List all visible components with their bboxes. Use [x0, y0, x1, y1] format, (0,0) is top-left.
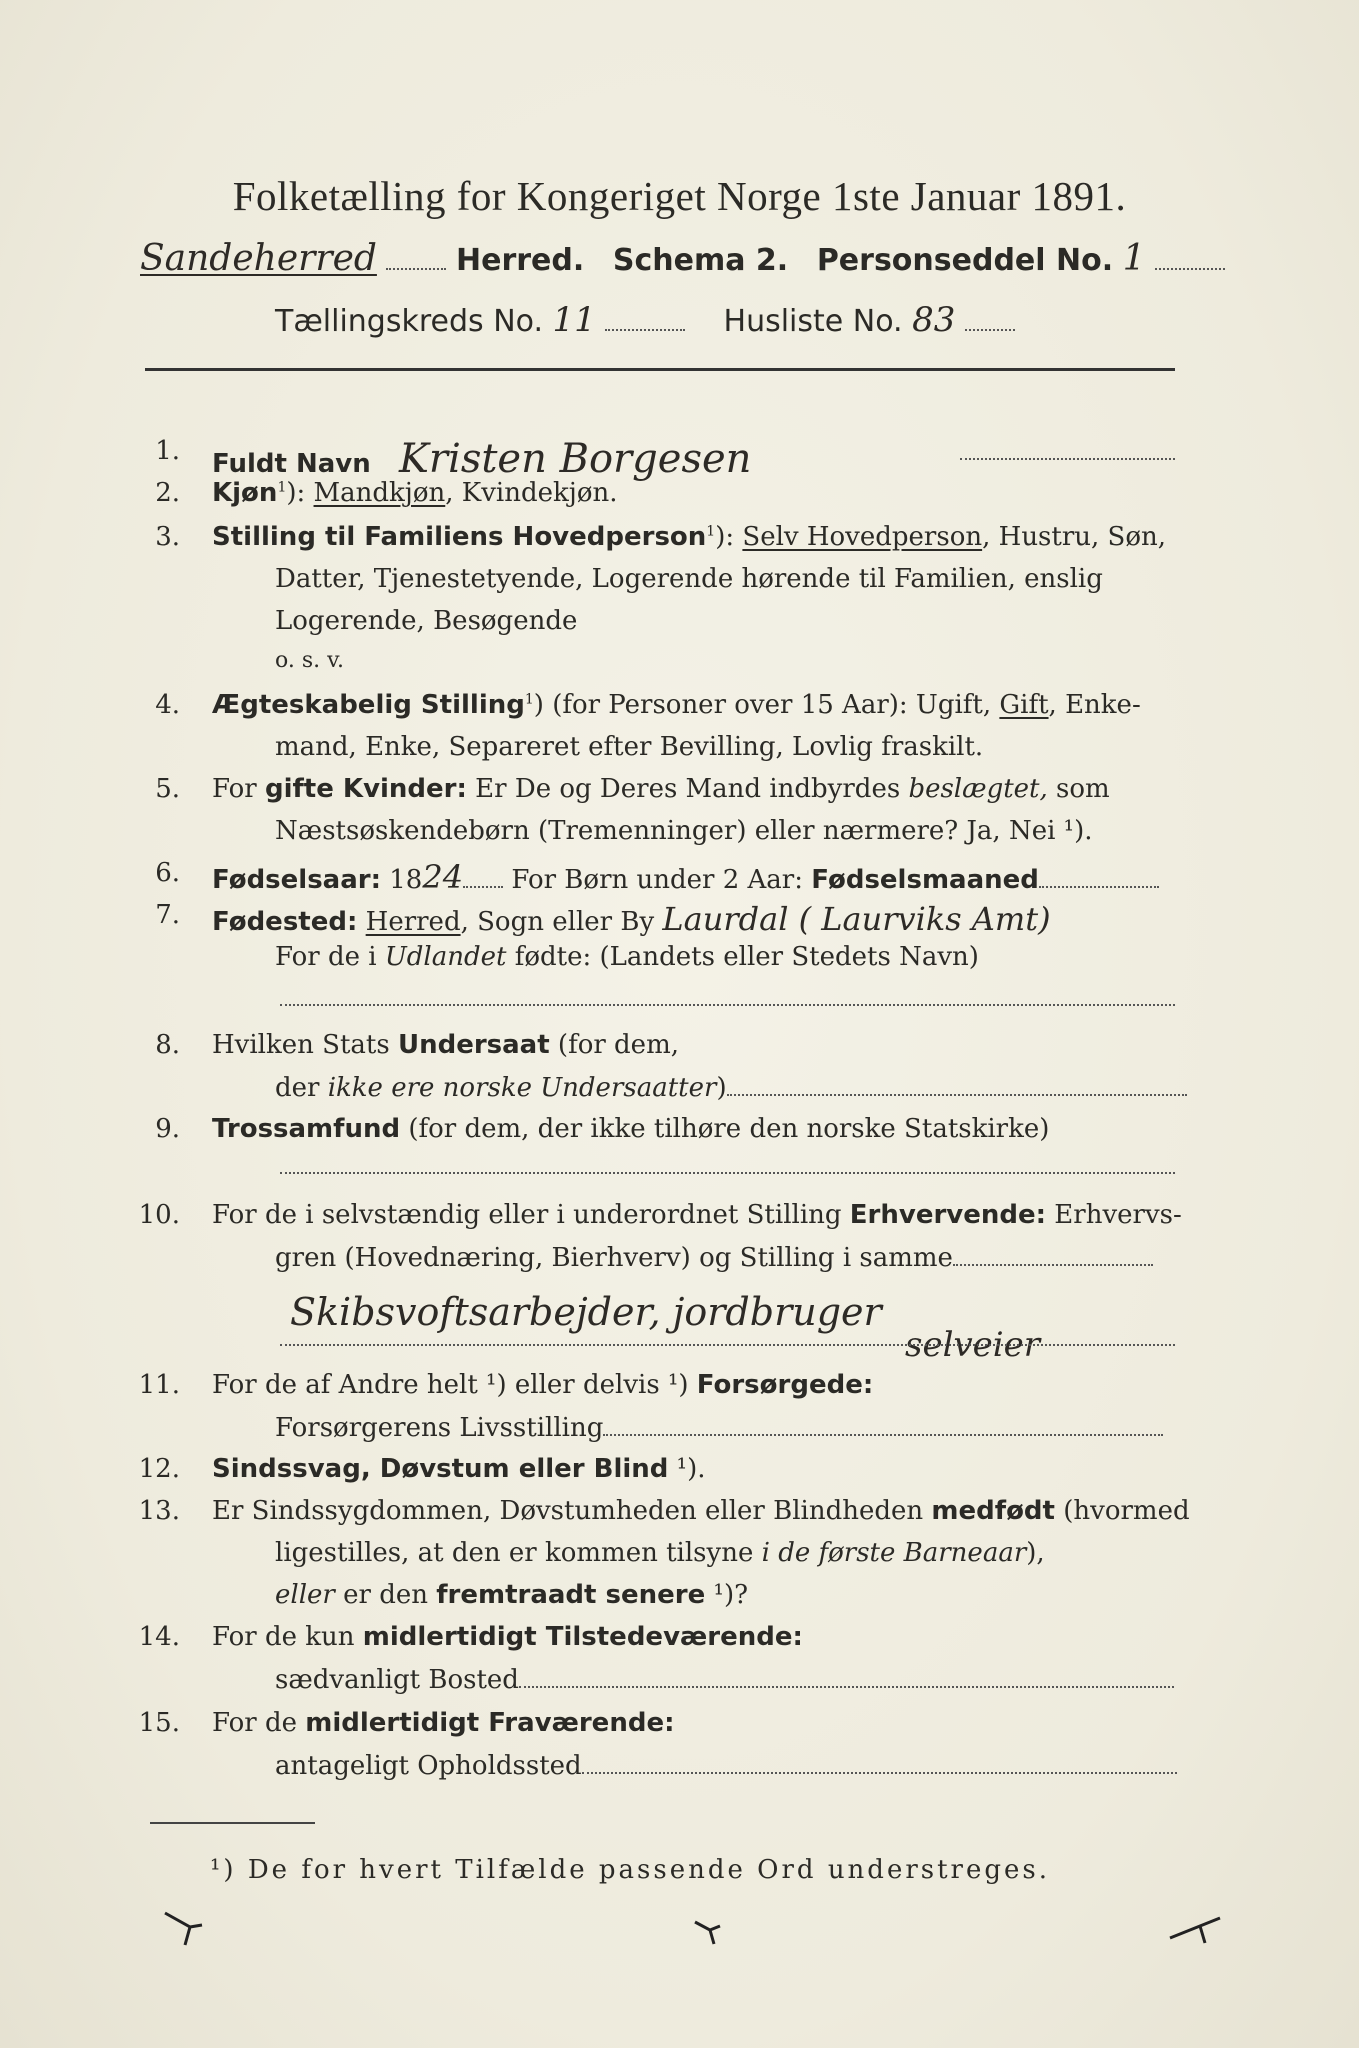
text: For: [212, 774, 265, 804]
position-options-line-4: o. s. v.: [275, 648, 344, 673]
occupation-label: Erhvervende:: [849, 1200, 1047, 1230]
birthplace-option-herred: Herred: [365, 907, 461, 937]
kreds-label: Tællingskreds No.: [275, 304, 543, 339]
text: ¹).: [668, 1454, 706, 1484]
dotted-leader: [603, 1412, 1163, 1436]
dotted-leader: [953, 1242, 1153, 1266]
birth-year-value: 24: [422, 858, 464, 896]
congenital-label: medfødt: [931, 1496, 1055, 1526]
dotted-leader: [1039, 864, 1159, 888]
kreds-number: 11: [552, 300, 596, 340]
corner-mark-left: [160, 1905, 210, 1955]
item-number: 3.: [155, 522, 180, 552]
item-number: 6.: [155, 858, 180, 888]
text: Er De og Deres Mand indbyrdes: [466, 774, 909, 804]
text: Er Sindssygdommen, Døvstumheden eller Blindheden: [212, 1496, 932, 1526]
footnote-ref: 1: [277, 479, 287, 496]
text: (hvormed: [1054, 1496, 1190, 1526]
later-onset-label: fremtraadt senere: [436, 1580, 706, 1610]
citizenship-line-2: [275, 1072, 1187, 1103]
dotted-leader: [960, 458, 1175, 460]
form-title: Folketælling for Kongeriget Norge 1ste Januar 1891.: [232, 173, 1127, 219]
item-number: 5.: [155, 774, 180, 804]
text: , Sogn eller By: [460, 907, 655, 937]
item-15-temporary-absent: [212, 1708, 674, 1738]
dotted-leader: [965, 307, 1015, 331]
text: ),: [1026, 1538, 1045, 1568]
header-rule: [145, 368, 1175, 371]
text: For de i: [275, 942, 385, 972]
marital-text: , Enke-: [1048, 690, 1141, 720]
footnote-ref: 1: [524, 691, 534, 708]
item-number: 9.: [155, 1114, 180, 1144]
temporary-present-label: midlertidigt Tilstedeværende:: [362, 1622, 803, 1652]
item-7-birthplace: [212, 900, 1051, 938]
item-number: 8.: [155, 1030, 180, 1060]
congenital-line-3: [275, 1580, 748, 1610]
usual-residence-line: [275, 1664, 1174, 1695]
religion-label: Trossamfund: [212, 1114, 401, 1144]
full-name-label: Fuldt Navn: [212, 449, 371, 479]
supported-label: Forsørgede:: [696, 1370, 874, 1400]
item-4-marital: [212, 690, 1141, 720]
text: For de i selvstændig eller i underordnet Stilling: [212, 1200, 850, 1230]
probable-residence-label: antageligt Opholdssted: [275, 1751, 582, 1781]
item-number: 11.: [138, 1370, 180, 1400]
occupation-value-2: selveier: [905, 1325, 1041, 1365]
corner-mark-center: [690, 1912, 730, 1952]
birth-year-prefix: 18: [381, 865, 423, 895]
text: der: [275, 1073, 328, 1103]
dotted-leader: [280, 1344, 1175, 1346]
item-14-temporary-present: [212, 1622, 803, 1652]
item-11-supported: [212, 1370, 873, 1400]
text: ): [716, 1073, 727, 1103]
probable-residence-line: [275, 1750, 1177, 1781]
abroad-italic: Udlandet: [384, 942, 507, 972]
item-3-position: Stilling til Familiens Hovedperson$^1$): Selv Hovedperson, Hustru, Søn,: [212, 522, 1167, 552]
position-option-head: Selv Hovedperson: [742, 522, 983, 552]
marital-options-line-2: mand, Enke, Separeret efter Bevilling, Lovlig fraskilt.: [275, 732, 984, 762]
item-number: 10.: [138, 1200, 180, 1230]
text: For de: [212, 1708, 306, 1738]
sex-option-female: , Kvindekjøn.: [445, 478, 618, 508]
item-12-disability: [212, 1454, 706, 1484]
personseddel-label: Personseddel No.: [816, 243, 1114, 278]
text: (for dem,: [549, 1030, 679, 1060]
related-italic: beslægtet,: [908, 774, 1048, 804]
herred-handwritten: Sandeherred: [140, 238, 377, 279]
marital-text: ) (for Personer over 15 Aar): Ugift,: [533, 690, 1000, 720]
position-label: Stilling til Familiens Hovedperson: [212, 522, 707, 552]
birthplace-label: Fødested:: [212, 907, 358, 937]
footnote-divider: [150, 1822, 315, 1824]
item-number: 14.: [138, 1622, 180, 1652]
text: ¹)?: [705, 1580, 749, 1610]
husliste-label: Husliste No.: [723, 304, 903, 339]
non-norwegian-italic: ikke ere norske Undersaatter: [327, 1073, 717, 1103]
text: Erhvervs-: [1046, 1200, 1182, 1230]
position-options: , Hustru, Søn,: [982, 522, 1167, 552]
or-italic: eller: [275, 1580, 335, 1610]
text: fødte: (Landets eller Stedets Navn): [506, 942, 979, 972]
dotted-leader: [605, 307, 685, 331]
item-6-birth-year: [212, 858, 1159, 896]
occupation-line-2: [275, 1242, 1153, 1273]
full-name-value: Kristen Borgesen: [399, 436, 752, 482]
item-number: 12.: [138, 1454, 180, 1484]
corner-mark-right: [1165, 1908, 1225, 1953]
header-line-2: [275, 300, 1015, 340]
item-8-citizenship: [212, 1030, 679, 1060]
text: Forsørgerens Livsstilling: [275, 1413, 604, 1443]
childhood-italic: i de første Barneaar: [761, 1538, 1027, 1568]
temporary-absent-label: midlertidigt Fraværende:: [305, 1708, 675, 1738]
item-13-congenital: [212, 1496, 1190, 1526]
married-women-label: gifte Kvinder:: [264, 774, 467, 804]
husliste-number: 83: [912, 300, 956, 340]
dotted-leader: [463, 864, 503, 888]
personseddel-number: 1: [1122, 238, 1146, 279]
birth-month-label: Fødselsmaaned: [811, 865, 1039, 895]
text: som: [1047, 774, 1110, 804]
text: For de kun: [212, 1622, 363, 1652]
dotted-leader: [519, 1664, 1174, 1688]
dotted-leader: [582, 1750, 1177, 1774]
birthplace-line-2: [275, 942, 979, 972]
birthplace-value: Laurdal ( Laurviks Amt): [662, 900, 1051, 938]
item-9-religion: [212, 1114, 1049, 1144]
item-number: 2.: [155, 478, 180, 508]
text: For Børn under 2 Aar:: [503, 865, 812, 895]
header-line-1: [140, 238, 1225, 279]
item-number: 1.: [155, 436, 180, 466]
usual-residence-label: sædvanligt Bosted: [275, 1665, 519, 1695]
dotted-leader: [727, 1072, 1187, 1096]
text: Hvilken Stats: [212, 1030, 398, 1060]
herred-label: Herred.: [456, 243, 585, 278]
sex-label: Kjøn: [212, 478, 278, 508]
text: er den: [334, 1580, 437, 1610]
dotted-leader: [386, 246, 446, 270]
citizenship-label: Undersaat: [397, 1030, 550, 1060]
dotted-leader: [1155, 246, 1225, 270]
marital-label: Ægteskabelig Stilling: [212, 690, 525, 720]
item-5-married-women: [212, 774, 1110, 804]
text: gren (Hovednæring, Bierhverv) og Stilling i samme: [275, 1243, 953, 1273]
footnote-ref: 1: [706, 523, 716, 540]
married-women-line-2: Næstsøskendebørn (Tremenninger) eller nærmere? Ja, Nei ¹).: [275, 816, 1093, 846]
item-10-occupation: [212, 1200, 1182, 1230]
supported-line-2: [275, 1412, 1163, 1443]
congenital-line-2: [275, 1538, 1045, 1568]
item-number: 7.: [155, 900, 180, 930]
birth-year-label: Fødselsaar:: [212, 865, 381, 895]
item-number: 13.: [138, 1496, 180, 1526]
item-1-full-name: [212, 436, 751, 482]
position-options-line-3: Logerende, Besøgende: [275, 606, 578, 636]
occupation-value: Skibsvoftsarbejder, jordbruger: [290, 1290, 882, 1334]
position-options-line-2: Datter, Tjenestetyende, Logerende hørende til Familien, enslig: [275, 564, 1103, 594]
text: For de af Andre helt ¹) eller delvis ¹): [212, 1370, 697, 1400]
dotted-leader: [280, 1172, 1175, 1174]
disability-label: Sindssvag, Døvstum eller Blind: [212, 1454, 669, 1484]
sex-option-male: Mandkjøn: [313, 478, 446, 508]
text: (for dem, der ikke tilhøre den norske Statskirke): [400, 1114, 1050, 1144]
text: ligestilles, at den er kommen tilsyne: [275, 1538, 762, 1568]
item-number: 4.: [155, 690, 180, 720]
item-number: 15.: [138, 1708, 180, 1738]
schema-label: Schema 2.: [612, 243, 789, 278]
dotted-leader: [280, 1004, 1175, 1006]
marital-option-married: Gift: [999, 690, 1049, 720]
footnote-text: ¹) De for hvert Tilfælde passende Ord understreges.: [210, 1855, 1051, 1885]
item-2-sex: Kjøn$^1$): Mandkjøn, Kvindekjøn.: [212, 478, 618, 508]
